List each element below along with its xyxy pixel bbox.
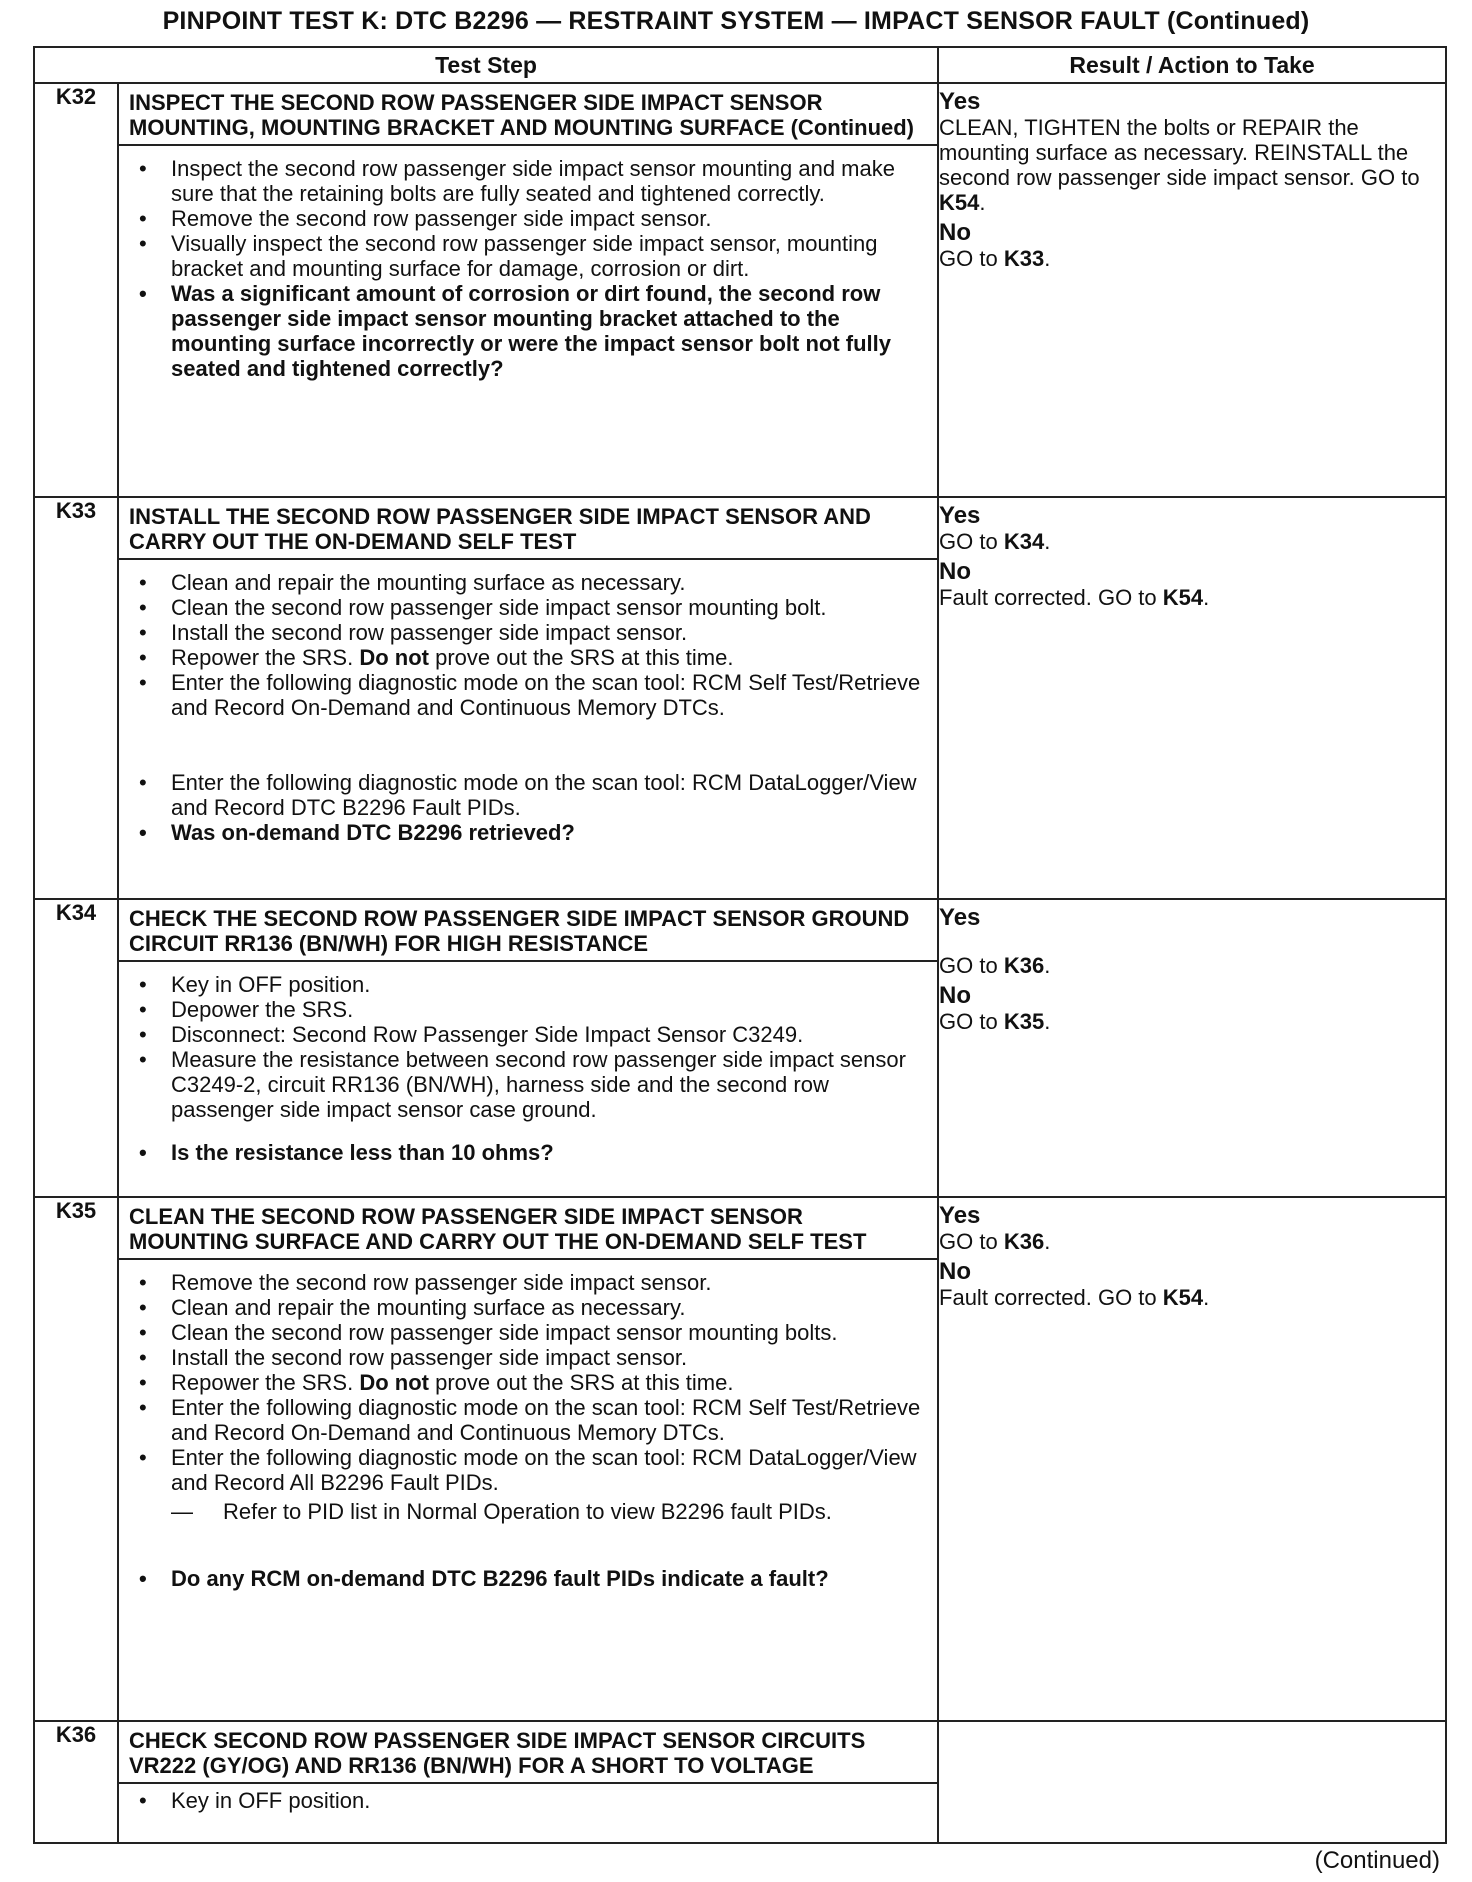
- no-label: No: [939, 1258, 972, 1285]
- step-link[interactable]: K33: [1003, 246, 1045, 271]
- list-item-text: prove out the SRS at this time.: [435, 1370, 734, 1395]
- step-number: K33: [34, 497, 118, 899]
- table-row: [34, 497, 1446, 899]
- sub-list: [171, 1499, 927, 1524]
- yes-action: GO to K34.: [939, 529, 1051, 554]
- no-action: Fault corrected. GO to K54.: [939, 585, 1210, 610]
- table-row: [34, 83, 1446, 497]
- list-item: • Key in OFF position.: [129, 972, 927, 997]
- list-item-text: Repower the SRS.: [171, 645, 354, 670]
- page-title: PINPOINT TEST K: DTC B2296 — RESTRAINT SYSTEM — IMPACT SENSOR FAULT (Continued): [162, 7, 1310, 35]
- yes-action-text: GO to: [939, 1229, 998, 1254]
- list-item-text: Repower the SRS.: [171, 1370, 354, 1395]
- list-item: • Clean and repair the mounting surface as necessary.: [129, 1295, 927, 1320]
- table-row: [34, 1721, 1446, 1843]
- no-action-text: GO to: [939, 1009, 998, 1034]
- step-body: [119, 1784, 937, 1817]
- list-item: [129, 645, 927, 670]
- list-item: • Inspect the second row passenger side impact sensor mounting and make sure that the retaining bolts are fully seated and tightened correctly.: [129, 156, 927, 206]
- column-header-test-step: Test Step: [34, 47, 938, 83]
- yes-action-text: GO to: [939, 953, 998, 978]
- step-link[interactable]: K34: [1003, 529, 1045, 554]
- list-item-text: Enter the following diagnostic mode on the scan tool: RCM DataLogger/View and Record All B2296 Fault PIDs.: [171, 1445, 917, 1495]
- list-item: [129, 1370, 927, 1395]
- yes-label: Yes: [939, 502, 981, 529]
- step-title: CHECK SECOND ROW PASSENGER SIDE IMPACT SENSOR CIRCUITS VR222 (GY/OG) AND RR136 (BN/WH) FOR A SHORT TO VOLTAGE: [119, 1722, 937, 1784]
- step-content: [118, 83, 938, 497]
- step-body: [119, 146, 937, 385]
- step-content: [118, 497, 938, 899]
- yes-label: Yes: [939, 88, 981, 115]
- list-item-question: • Was a significant amount of corrosion or dirt found, the second row passenger side impact sensor mounting bracket attached to the mounting surface incorrectly or were the impact sensor bolt not fully seated and tightened correctly?: [129, 281, 927, 381]
- list-item-question: • Is the resistance less than 10 ohms?: [129, 1140, 927, 1165]
- result-cell: [938, 83, 1446, 497]
- list-item: • Install the second row passenger side impact sensor.: [129, 1345, 927, 1370]
- list-item: • Disconnect: Second Row Passenger Side Impact Sensor C3249.: [129, 1022, 927, 1047]
- list-item-question: • Do any RCM on-demand DTC B2296 fault PIDs indicate a fault?: [129, 1566, 927, 1591]
- yes-action: GO to K36.: [939, 1229, 1051, 1254]
- step-title: INSPECT THE SECOND ROW PASSENGER SIDE IMPACT SENSOR MOUNTING, MOUNTING BRACKET AND MOUNTING SURFACE (Continued): [119, 84, 937, 146]
- no-action-text: GO to: [939, 246, 998, 271]
- emphasis-text: Do not: [359, 1370, 429, 1395]
- step-body: [119, 962, 937, 1169]
- step-number: K36: [34, 1721, 118, 1843]
- step-title: CLEAN THE SECOND ROW PASSENGER SIDE IMPACT SENSOR MOUNTING SURFACE AND CARRY OUT THE ON-DEMAND SELF TEST: [119, 1198, 937, 1260]
- step-content: [118, 899, 938, 1197]
- table-row: [34, 899, 1446, 1197]
- list-item: • Visually inspect the second row passenger side impact sensor, mounting bracket and mounting surface for damage, corrosion or dirt.: [129, 231, 927, 281]
- no-action: GO to K33.: [939, 246, 1051, 271]
- step-title: CHECK THE SECOND ROW PASSENGER SIDE IMPACT SENSOR GROUND CIRCUIT RR136 (BN/WH) FOR HIGH RESISTANCE: [119, 900, 937, 962]
- step-link[interactable]: K36: [1003, 953, 1045, 978]
- result-cell: [938, 1721, 1446, 1843]
- continued-label: (Continued): [1314, 1847, 1440, 1874]
- result-cell: [938, 899, 1446, 1197]
- step-content: [118, 1197, 938, 1721]
- pinpoint-test-table: [33, 46, 1447, 1844]
- no-action: GO to K35.: [939, 1009, 1051, 1034]
- no-action-text: Fault corrected. GO to: [939, 1285, 1157, 1310]
- list-item: • Install the second row passenger side impact sensor.: [129, 620, 927, 645]
- step-body: [119, 1260, 937, 1595]
- yes-action: GO to K36.: [939, 953, 1051, 978]
- no-label: No: [939, 558, 972, 585]
- step-number: K32: [34, 83, 118, 497]
- list-item: • Clean and repair the mounting surface as necessary.: [129, 570, 927, 595]
- result-cell: [938, 497, 1446, 899]
- sub-list-item: — Refer to PID list in Normal Operation to view B2296 fault PIDs.: [171, 1499, 927, 1524]
- step-link[interactable]: K36: [1003, 1229, 1045, 1254]
- list-item: • Measure the resistance between second row passenger side impact sensor C3249-2, circuit RR136 (BN/WH), harness side and the second row passenger side impact sensor case ground.: [129, 1047, 927, 1122]
- step-link[interactable]: K54: [1162, 1285, 1204, 1310]
- list-item: • Depower the SRS.: [129, 997, 927, 1022]
- no-action: Fault corrected. GO to K54.: [939, 1285, 1210, 1310]
- no-action-text: Fault corrected. GO to: [939, 585, 1157, 610]
- table-row: [34, 1197, 1446, 1721]
- result-cell: [938, 1197, 1446, 1721]
- step-link[interactable]: K54: [1162, 585, 1204, 610]
- list-item: [129, 1445, 927, 1524]
- list-item: • Enter the following diagnostic mode on the scan tool: RCM Self Test/Retrieve and Record On-Demand and Continuous Memory DTCs.: [129, 1395, 927, 1445]
- step-link[interactable]: K54: [939, 190, 980, 215]
- list-item: • Clean the second row passenger side impact sensor mounting bolt.: [129, 595, 927, 620]
- list-item: • Key in OFF position.: [129, 1788, 927, 1813]
- yes-label: Yes: [939, 1202, 981, 1229]
- step-content: [118, 1721, 938, 1843]
- yes-label: Yes: [939, 904, 981, 931]
- list-item: • Enter the following diagnostic mode on the scan tool: RCM DataLogger/View and Record DTC B2296 Fault PIDs.: [129, 770, 927, 820]
- step-body: [119, 560, 937, 849]
- yes-action-text: GO to: [939, 529, 998, 554]
- step-number: K35: [34, 1197, 118, 1721]
- emphasis-text: Do not: [359, 645, 429, 670]
- step-number: K34: [34, 899, 118, 1197]
- no-label: No: [939, 982, 972, 1009]
- list-item: • Clean the second row passenger side impact sensor mounting bolts.: [129, 1320, 927, 1345]
- list-item-text: prove out the SRS at this time.: [435, 645, 734, 670]
- list-item-question: • Was on-demand DTC B2296 retrieved?: [129, 820, 927, 845]
- list-item: • Remove the second row passenger side impact sensor.: [129, 1270, 927, 1295]
- no-label: No: [939, 219, 972, 246]
- step-title: INSTALL THE SECOND ROW PASSENGER SIDE IMPACT SENSOR AND CARRY OUT THE ON-DEMAND SELF TEST: [119, 498, 937, 560]
- yes-action-text: CLEAN, TIGHTEN the bolts or REPAIR the mounting surface as necessary. REINSTALL the second row passenger side impact sensor. GO to: [939, 115, 1420, 190]
- step-link[interactable]: K35: [1003, 1009, 1045, 1034]
- column-header-result: Result / Action to Take: [938, 47, 1446, 83]
- list-item: • Remove the second row passenger side impact sensor.: [129, 206, 927, 231]
- yes-action: CLEAN, TIGHTEN the bolts or REPAIR the mounting surface as necessary. REINSTALL the second row passenger side impact sensor. GO to K54.: [939, 115, 1420, 215]
- table-header-row: [34, 47, 1446, 83]
- list-item: • Enter the following diagnostic mode on the scan tool: RCM Self Test/Retrieve and Record On-Demand and Continuous Memory DTCs.: [129, 670, 927, 720]
